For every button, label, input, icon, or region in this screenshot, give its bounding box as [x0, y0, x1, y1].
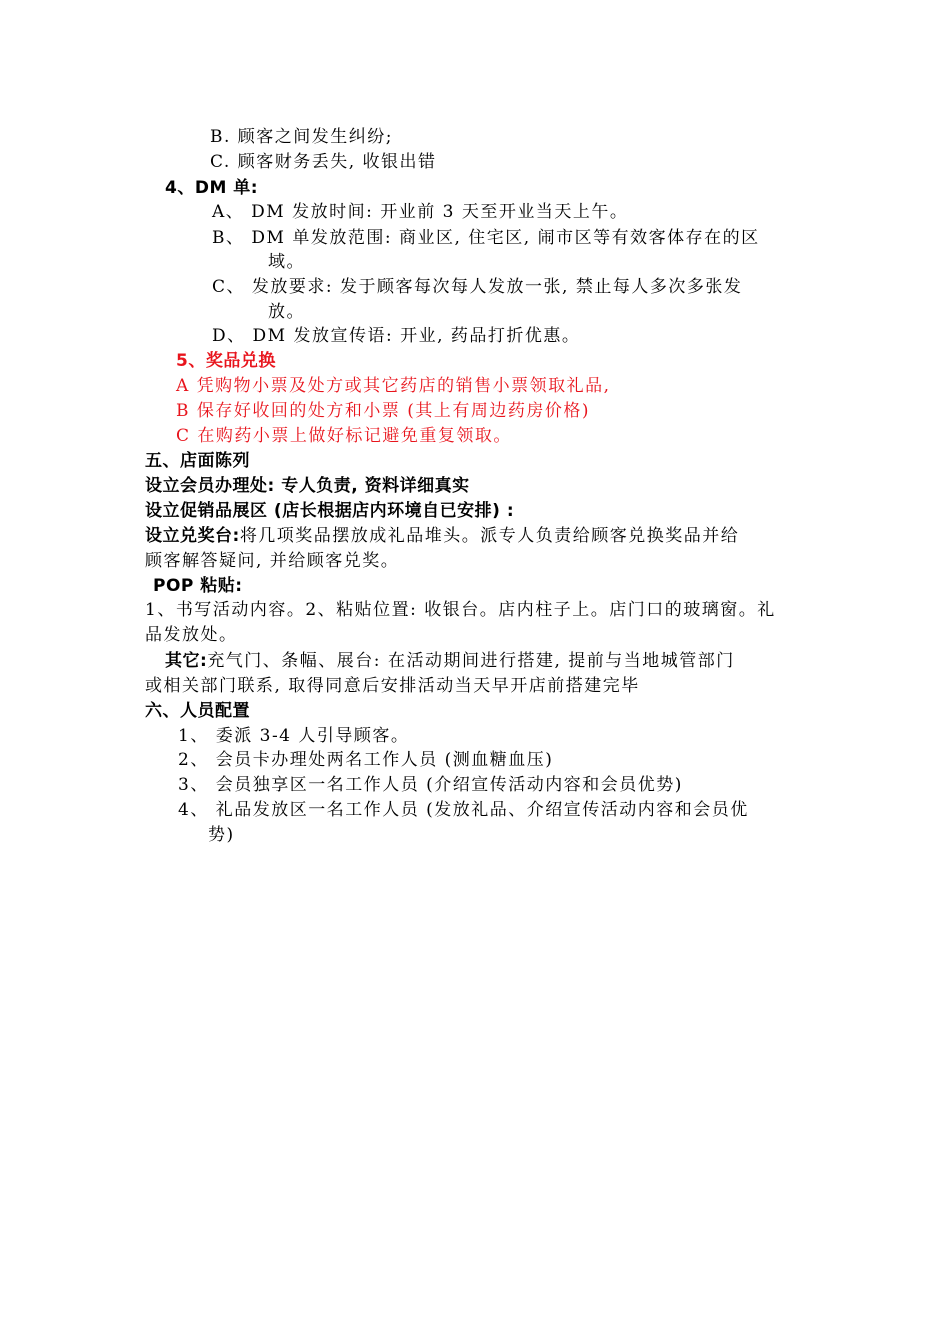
item-3c: C. 顾客财务丢失, 收银出错: [210, 152, 437, 172]
other-line1: [165, 649, 735, 673]
heading-five: 五、店面陈列: [145, 451, 250, 471]
staff-item-3: 3、 会员独享区一名工作人员 (介绍宣传活动内容和会员优势): [178, 775, 683, 795]
staff-item-1: 1、 委派 3-4 人引导顾客。: [178, 726, 410, 746]
section-4-title: 4、DM 单:: [165, 178, 259, 198]
item-5a: A 凭购物小票及处方或其它药店的销售小票领取礼品,: [176, 376, 611, 396]
item-4c-line2: 放。: [268, 302, 305, 322]
other-label: 其它:: [165, 651, 208, 671]
item-5c: C 在购药小票上做好标记避免重复领取。: [176, 426, 512, 446]
staff-item-4-line2: 势): [208, 825, 235, 845]
pop-line1: 1、书写活动内容。2、粘贴位置: 收银台。店内柱子上。店门口的玻璃窗。礼: [145, 600, 776, 620]
other-line2: 或相关部门联系, 取得同意后安排活动当天早开店前搭建完毕: [145, 676, 640, 696]
item-4d: D、 DM 发放宣传语: 开业, 药品打折优惠。: [212, 326, 581, 346]
other-text: 充气门、条幅、展台: 在活动期间进行搭建, 提前与当地城管部门: [207, 651, 735, 671]
item-4b-line2: 域。: [268, 252, 305, 272]
item-4b-line1: B、 DM 单发放范围: 商业区, 住宅区, 闹市区等有效客体存在的区: [212, 228, 760, 248]
pop-label: POP 粘贴:: [153, 576, 243, 596]
item-3b: B. 顾客之间发生纠纷;: [210, 127, 394, 147]
award-desk-text: 将几项奖品摆放成礼品堆头。派专人负责给顾客兑换奖品并给: [239, 526, 740, 546]
item-5b: B 保存好收回的处方和小票 (其上有周边药房价格): [176, 401, 591, 421]
staff-item-2: 2、 会员卡办理处两名工作人员 (测血糖血压): [178, 750, 554, 770]
award-desk-line2: 顾客解答疑问, 并给顾客兑奖。: [145, 551, 400, 571]
heading-six: 六、人员配置: [145, 701, 250, 721]
award-desk-label: 设立兑奖台:: [145, 526, 240, 546]
promo-area-line: 设立促销品展区 (店长根据店内环境自已安排) :: [145, 501, 515, 521]
section-5-title: 5、奖品兑换: [176, 351, 276, 371]
award-desk-line1: [145, 524, 739, 548]
staff-item-4-line1: 4、 礼品发放区一名工作人员 (发放礼品、介绍宣传活动内容和会员优: [178, 800, 749, 820]
member-desk-line: 设立会员办理处: 专人负责, 资料详细真实: [145, 476, 470, 496]
pop-line2: 品发放处。: [145, 625, 238, 645]
item-4c-line1: C、 发放要求: 发于顾客每次每人发放一张, 禁止每人多次多张发: [212, 277, 743, 297]
item-4a: A、 DM 发放时间: 开业前 3 天至开业当天上午。: [212, 202, 629, 222]
